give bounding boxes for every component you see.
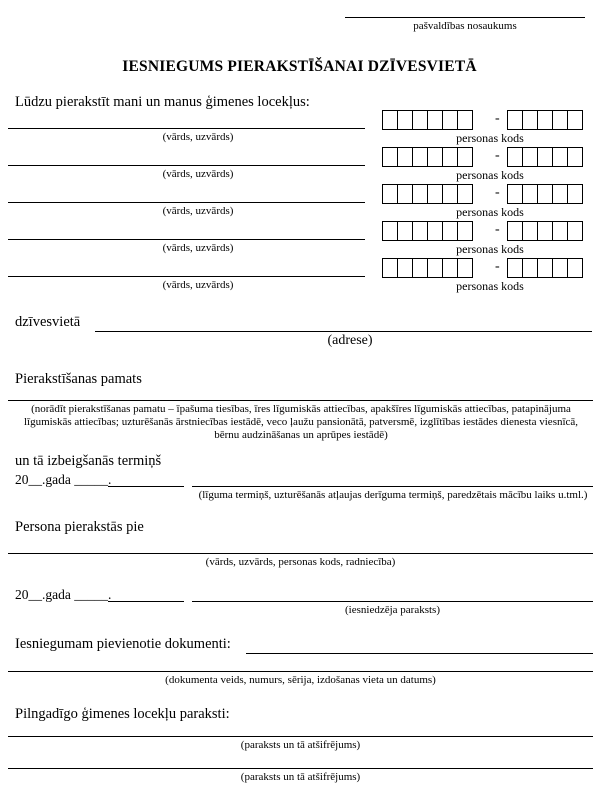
digit-box[interactable]: [412, 258, 428, 278]
documents-line-1[interactable]: [246, 653, 593, 654]
personal-code-part2-boxes[interactable]: [507, 147, 583, 167]
digit-box[interactable]: [457, 147, 473, 167]
digit-box[interactable]: [442, 184, 458, 204]
digit-box[interactable]: [537, 184, 553, 204]
digit-box[interactable]: [412, 184, 428, 204]
personal-code-caption: personas kods: [456, 205, 524, 219]
registered-with-caption: (vārds, uzvārds, personas kods, radniecība): [205, 556, 396, 568]
digit-box[interactable]: [537, 221, 553, 241]
person-name-line[interactable]: [8, 239, 365, 240]
signature-date[interactable]: 20__.gada _____.: [15, 587, 112, 602]
personal-code-separator: -: [495, 148, 500, 163]
personal-code-caption: personas kods: [456, 131, 524, 145]
personal-code-separator: -: [495, 111, 500, 126]
personal-code-part2-boxes[interactable]: [507, 184, 583, 204]
digit-box[interactable]: [442, 221, 458, 241]
personal-code-caption: personas kods: [456, 279, 524, 293]
family-signature-line-1[interactable]: [8, 736, 593, 737]
basis-note: (norādīt pierakstīšanas pamatu – īpašuma tiesības, īres līgumiskās attiecības, apakšīres līgumiskās attiecības, patapinājuma līgumiskās attiecības; uzturēšanās ārstniecības iestādē, veco ļaužu pansionātā, patversmē, izglītības iestādes dienesta viesnīcā, bērnu audzināšanas un aprūpes iestādē): [23, 403, 579, 441]
person-name-line[interactable]: [8, 165, 365, 166]
digit-box[interactable]: [397, 258, 413, 278]
personal-code-part1-boxes[interactable]: [382, 258, 473, 278]
term-line[interactable]: [192, 486, 593, 487]
digit-box[interactable]: [427, 110, 443, 130]
personal-code-caption: personas kods: [456, 242, 524, 256]
digit-box[interactable]: [552, 258, 568, 278]
address-line[interactable]: [95, 331, 592, 332]
digit-box[interactable]: [522, 110, 538, 130]
personal-code-part1-boxes[interactable]: [382, 221, 473, 241]
person-name-line[interactable]: [8, 276, 365, 277]
digit-box[interactable]: [567, 147, 583, 167]
digit-box[interactable]: [457, 258, 473, 278]
digit-box[interactable]: [537, 147, 553, 167]
digit-box[interactable]: [412, 110, 428, 130]
family-intro-label: Lūdzu pierakstīt mani un manus ģimenes locekļus:: [15, 94, 310, 110]
digit-box[interactable]: [442, 110, 458, 130]
municipality-line[interactable]: [345, 17, 585, 18]
digit-box[interactable]: [567, 110, 583, 130]
documents-caption: (dokumenta veids, numurs, sērija, izdošanas vieta un datums): [165, 674, 436, 686]
digit-box[interactable]: [382, 221, 398, 241]
digit-box[interactable]: [567, 184, 583, 204]
digit-box[interactable]: [507, 184, 523, 204]
digit-box[interactable]: [427, 258, 443, 278]
digit-box[interactable]: [552, 184, 568, 204]
digit-box[interactable]: [442, 258, 458, 278]
family-signature-line-2[interactable]: [8, 768, 593, 769]
term-date[interactable]: 20__.gada _____.: [15, 472, 112, 487]
digit-box[interactable]: [522, 184, 538, 204]
digit-box[interactable]: [552, 110, 568, 130]
personal-code-separator: -: [495, 185, 500, 200]
digit-box[interactable]: [522, 221, 538, 241]
signature-caption: (iesniedzēja paraksts): [345, 604, 440, 616]
family-signature-caption-2: (paraksts un tā atšifrējums): [240, 771, 361, 783]
personal-code-part2-boxes[interactable]: [507, 110, 583, 130]
registered-with-line[interactable]: [8, 553, 593, 554]
family-signature-caption-1: (paraksts un tā atšifrējums): [240, 739, 361, 751]
digit-box[interactable]: [567, 258, 583, 278]
documents-line-2[interactable]: [8, 671, 593, 672]
digit-box[interactable]: [537, 258, 553, 278]
digit-box[interactable]: [507, 221, 523, 241]
digit-box[interactable]: [537, 110, 553, 130]
digit-box[interactable]: [382, 110, 398, 130]
personal-code-separator: -: [495, 259, 500, 274]
term-label: un tā izbeigšanās termiņš: [15, 453, 162, 469]
person-name-caption: (vārds, uzvārds): [162, 131, 234, 143]
digit-box[interactable]: [397, 110, 413, 130]
digit-box[interactable]: [397, 184, 413, 204]
digit-box[interactable]: [522, 147, 538, 167]
digit-box[interactable]: [457, 110, 473, 130]
personal-code-part1-boxes[interactable]: [382, 147, 473, 167]
digit-box[interactable]: [552, 147, 568, 167]
signature-line[interactable]: [192, 601, 593, 602]
municipality-caption: pašvaldības nosaukums: [413, 20, 517, 32]
person-name-caption: (vārds, uzvārds): [162, 168, 234, 180]
person-name-caption: (vārds, uzvārds): [162, 279, 234, 291]
address-caption: (adrese): [327, 333, 373, 348]
digit-box[interactable]: [567, 221, 583, 241]
digit-box[interactable]: [507, 110, 523, 130]
digit-box[interactable]: [397, 147, 413, 167]
page-title: IESNIEGUMS PIERAKSTĪŠANAI DZĪVESVIETĀ: [122, 58, 477, 75]
digit-box[interactable]: [427, 184, 443, 204]
digit-box[interactable]: [457, 184, 473, 204]
personal-code-part2-boxes[interactable]: [507, 258, 583, 278]
digit-box[interactable]: [412, 221, 428, 241]
personal-code-part1-boxes[interactable]: [382, 184, 473, 204]
digit-box[interactable]: [457, 221, 473, 241]
personal-code-part2-boxes[interactable]: [507, 221, 583, 241]
registered-with-label: Persona pierakstās pie: [15, 519, 144, 535]
person-name-caption: (vārds, uzvārds): [162, 242, 234, 254]
digit-box[interactable]: [442, 147, 458, 167]
personal-code-separator: -: [495, 222, 500, 237]
person-name-caption: (vārds, uzvārds): [162, 205, 234, 217]
person-name-line[interactable]: [8, 202, 365, 203]
digit-box[interactable]: [397, 221, 413, 241]
family-signatures-label: Pilngadīgo ģimenes locekļu paraksti:: [15, 706, 230, 722]
address-label: dzīvesvietā: [15, 314, 81, 330]
documents-label: Iesniegumam pievienotie dokumenti:: [15, 636, 231, 652]
digit-box[interactable]: [412, 147, 428, 167]
person-name-line[interactable]: [8, 128, 365, 129]
digit-box[interactable]: [382, 147, 398, 167]
signature-date-line[interactable]: [108, 601, 184, 602]
digit-box[interactable]: [427, 147, 443, 167]
basis-label-text: Pierakstīšanas pamats: [15, 371, 142, 387]
digit-box[interactable]: [522, 258, 538, 278]
personal-code-caption: personas kods: [456, 168, 524, 182]
digit-box[interactable]: [382, 184, 398, 204]
digit-box[interactable]: [427, 221, 443, 241]
personal-code-part1-boxes[interactable]: [382, 110, 473, 130]
digit-box[interactable]: [552, 221, 568, 241]
term-date-line[interactable]: [108, 486, 184, 487]
digit-box[interactable]: [382, 258, 398, 278]
term-note: (līguma termiņš, uzturēšanās atļaujas derīguma termiņš, paredzētais mācību laiks u.tml.): [198, 489, 588, 501]
digit-box[interactable]: [507, 147, 523, 167]
digit-box[interactable]: [507, 258, 523, 278]
basis-line[interactable]: [8, 400, 593, 401]
